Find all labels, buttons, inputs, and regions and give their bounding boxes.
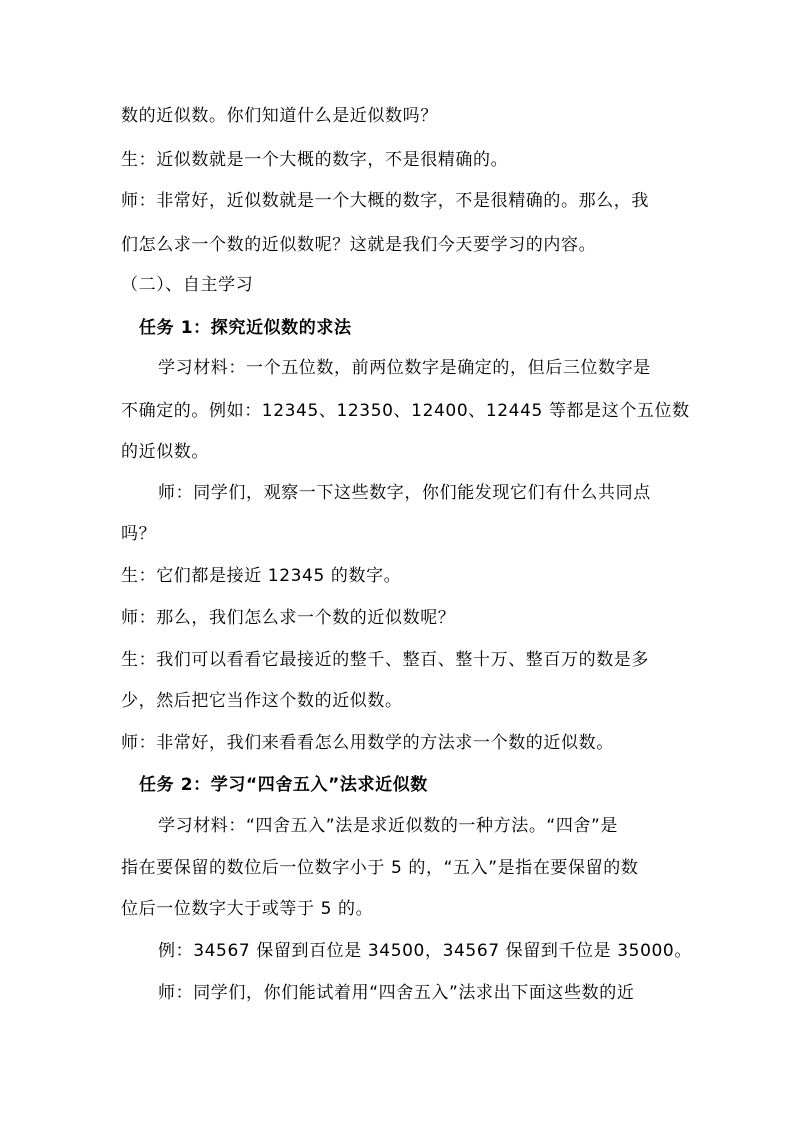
example-line: 例：34567 保留到百位是 34500，34567 保留到千位是 35000。 xyxy=(158,941,692,961)
paragraph-line: 师：同学们，你们能试着用“四舍五入”法求出下面这些数的近 xyxy=(158,983,635,1003)
paragraph-line: 师：非常好，我们来看看怎么用数学的方法求一个数的近似数。 xyxy=(121,733,614,753)
paragraph-line: 位后一位数字大于或等于 5 的。 xyxy=(121,899,374,919)
paragraph-line: 学习材料：一个五位数，前两位数字是确定的，但后三位数字是 xyxy=(158,358,651,378)
paragraph-line: 生：我们可以看看它最接近的整千、整百、整十万、整百万的数是多 xyxy=(121,650,649,670)
paragraph-line: 生：它们都是接近 12345 的数字。 xyxy=(121,566,402,586)
paragraph-line: 的近似数。 xyxy=(121,442,209,462)
paragraph-line: 生：近似数就是一个大概的数字，不是很精确的。 xyxy=(121,150,509,170)
task-heading: 任务 2：学习“四舍五入”法求近似数 xyxy=(139,775,428,795)
paragraph-line: 指在要保留的数位后一位数字小于 5 的，“五入”是指在要保留的数 xyxy=(121,858,639,878)
paragraph-line: 数的近似数。你们知道什么是近似数吗？ xyxy=(121,106,438,126)
paragraph-line: 学习材料：“四舍五入”法是求近似数的一种方法。“四舍”是 xyxy=(158,816,619,836)
paragraph-line: 师：那么，我们怎么求一个数的近似数呢？ xyxy=(121,608,456,628)
paragraph-line: 师：同学们，观察一下这些数字，你们能发现它们有什么共同点 xyxy=(158,483,651,503)
paragraph-line: 师：非常好，近似数就是一个大概的数字，不是很精确的。那么，我 xyxy=(121,191,649,211)
paragraph-line: 不确定的。例如：12345、12350、12400、12445 等都是这个五位数 xyxy=(121,401,690,421)
paragraph-line: 吗？ xyxy=(121,524,157,544)
paragraph-line: 少，然后把它当作这个数的近似数。 xyxy=(121,691,403,711)
section-heading: （二）、自主学习 xyxy=(121,275,254,295)
task-heading: 任务 1：探究近似数的求法 xyxy=(139,318,352,338)
paragraph-line: 们怎么求一个数的近似数呢？这就是我们今天要学习的内容。 xyxy=(121,235,597,255)
